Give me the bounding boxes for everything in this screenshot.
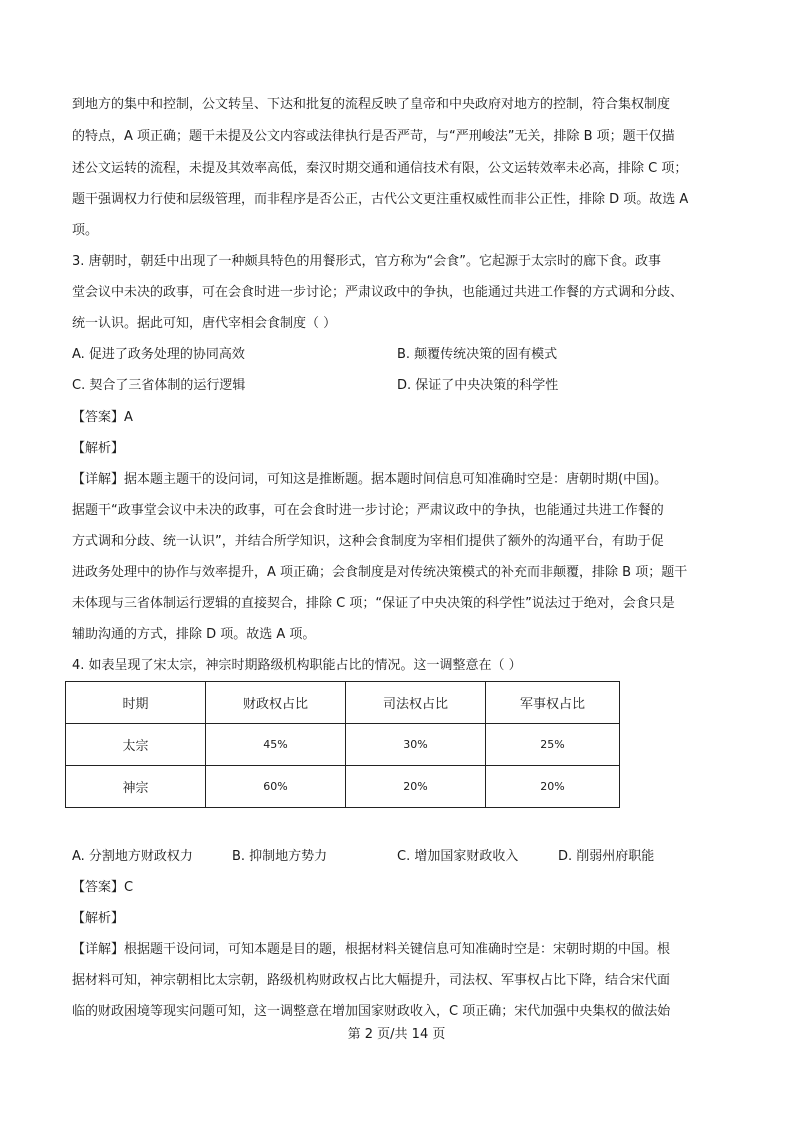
q3-option-c: C. 契合了三省体制的运行逻辑: [72, 378, 246, 393]
q3-option-b: B. 颠覆传统决策的固有模式: [397, 347, 558, 362]
q4-stem: 4. 如表呈现了宋太宗，神宗时期路级机构职能占比的情况。这一调整意在（ ）: [72, 658, 522, 673]
table-cell: 60%: [206, 766, 346, 808]
table-header-cell: 时期: [66, 682, 206, 724]
q3-answer: 【答案】A: [72, 410, 133, 425]
q4-option-c: C. 增加国家财政收入: [397, 849, 519, 864]
table-cell: 太宗: [66, 724, 206, 766]
q4-detail-line: 据材料可知，神宗朝相比太宗朝，路级机构财政权占比大幅提升，司法权、军事权占比下降，结合宋代面: [72, 973, 671, 988]
q4-option-b: B. 抑制地方势力: [232, 849, 328, 864]
q3-stem-line: 堂会议中未决的政事，可在会食时进一步讨论；严肃议政中的争执，也能通过共进工作餐的方式调和分歧、: [72, 285, 684, 300]
q3-option-d: D. 保证了中央决策的科学性: [397, 378, 559, 393]
table-cell: 神宗: [66, 766, 206, 808]
q3-detail-line: 未体现与三省体制运行逻辑的直接契合，排除 C 项；“保证了中央决策的科学性”说法过于绝对，会食只是: [72, 596, 675, 611]
table-header-cell: 财政权占比: [206, 682, 346, 724]
q2-analysis-line: 的特点，A 项正确；题干未提及公文内容或法律执行是否严苛，与“严刑峻法”无关，排除 B 项；题干仅描: [72, 129, 675, 144]
table-header-row: [66, 682, 620, 724]
table-cell: 20%: [346, 766, 486, 808]
table-row: [66, 766, 620, 808]
q2-analysis-line: 述公文运转的流程，未提及其效率高低，秦汉时期交通和通信技术有限，公文运转效率未必高，排除 C 项；: [72, 161, 688, 176]
q3-detail-line: 【详解】据本题主题干的设问词，可知这是推断题。据本题时间信息可知准确时空是：唐朝时期(中国)。: [72, 472, 668, 487]
q3-detail-line: 据题干“政事堂会议中未决的政事，可在会食时进一步讨论；严肃议政中的争执，也能通过共进工作餐的: [72, 503, 664, 518]
q3-detail-line: 进政务处理中的协作与效率提升，A 项正确；会食制度是对传统决策模式的补充而非颠覆，排除 B 项；题干: [72, 565, 688, 580]
q3-stem-line: 统一认识。据此可知，唐代宰相会食制度（ ）: [72, 316, 337, 331]
table-row: [66, 724, 620, 766]
q4-analysis-label: 【解析】: [72, 911, 125, 926]
q2-analysis-line: 到地方的集中和控制，公文转呈、下达和批复的流程反映了皇帝和中央政府对地方的控制，符合集权制度: [72, 97, 671, 112]
q4-answer: 【答案】C: [72, 880, 134, 895]
table-cell: 30%: [346, 724, 486, 766]
q4-detail-line: 临的财政困境等现实问题可知，这一调整意在增加国家财政收入，C 项正确；宋代加强中央集权的做法始: [72, 1004, 671, 1019]
q2-analysis-line: 题干强调权力行使和层级管理，而非程序是否公正，古代公文更注重权威性而非公正性，排除 D 项。故选 A: [72, 192, 689, 207]
q3-detail-line: 辅助沟通的方式，排除 D 项。故选 A 项。: [72, 627, 316, 642]
q3-option-a: A. 促进了政务处理的协同高效: [72, 347, 245, 362]
q3-analysis-label: 【解析】: [72, 441, 125, 456]
q4-option-d: D. 削弱州府职能: [558, 849, 655, 864]
q2-analysis-line: 项。: [72, 223, 99, 238]
q3-detail-line: 方式调和分歧、统一认识”，并结合所学知识，这种会食制度为宰相们提供了额外的沟通平台，有助于促: [72, 534, 664, 549]
table-header-cell: 司法权占比: [346, 682, 486, 724]
q4-detail-line: 【详解】根据题干设问词，可知本题是目的题，根据材料关键信息可知准确时空是：宋朝时期的中国。根: [72, 942, 671, 957]
table-cell: 20%: [486, 766, 620, 808]
page-number-footer: 第 2 页/共 14 页: [347, 1027, 446, 1042]
table-cell: 25%: [486, 724, 620, 766]
table-cell: 45%: [206, 724, 346, 766]
q4-option-a: A. 分割地方财政权力: [72, 849, 193, 864]
table-header-cell: 军事权占比: [486, 682, 620, 724]
q3-stem-line: 3. 唐朝时，朝廷中出现了一种颇具特色的用餐形式，官方称为“会食”。它起源于太宗时的廊下食。政事: [72, 254, 662, 269]
q4-data-table: [65, 681, 620, 808]
